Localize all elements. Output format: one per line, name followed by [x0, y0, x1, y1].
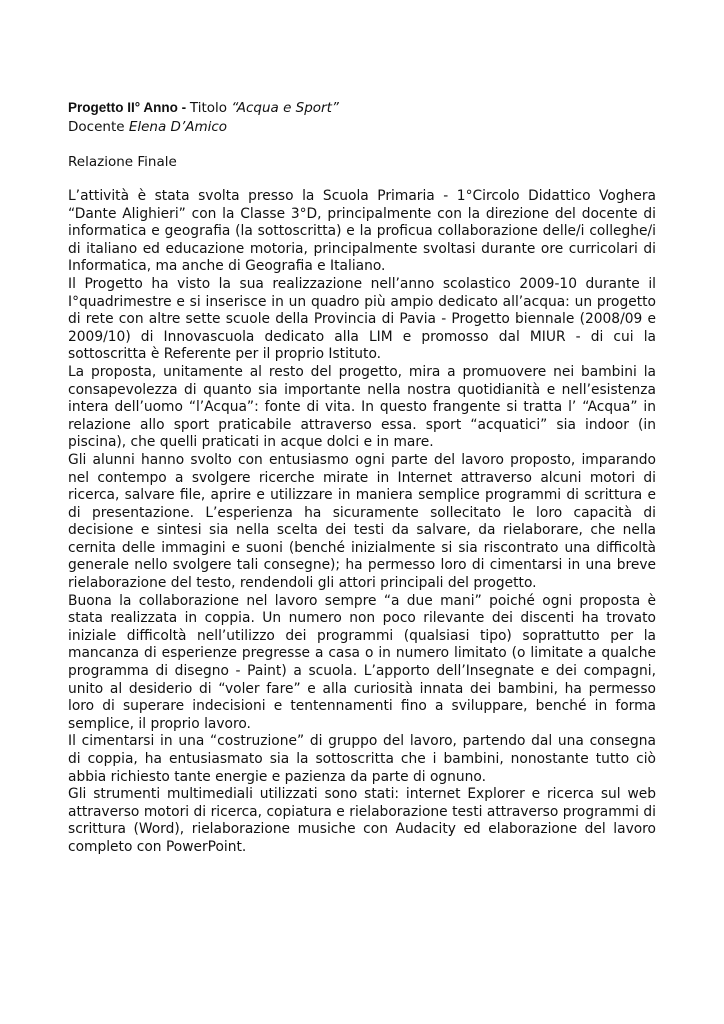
paragraph: Il Progetto ha visto la sua realizzazione nell’anno scolastico 2009-10 durante il I°quadrimestre e si inserisce in un quadro più ampio dedicato all’acqua: un progetto di rete con altre sette scuole della Provincia di Pavia - Progetto biennale (2008/09 e 2009/10) di Innovascuola dedicato alla LIM e promosso dal MIUR - di cui la sottoscritta è Referente per il proprio Istituto. [68, 275, 656, 363]
project-title: “Acqua e Sport” [231, 100, 339, 116]
project-label: Progetto II° Anno - [68, 100, 190, 115]
title-label: Titolo [189, 100, 232, 116]
document-page [68, 98, 656, 857]
paragraph: La proposta, unitamente al resto del progetto, mira a promuovere nei bambini la consapevolezza di quanto sia importante nella nostra quotidianità e nell’esistenza intera dell’uomo “l’Acqua”: fonte di vita. In questo frangente si tratta l’ “Acqua” in relazione allo sport praticabile attraverso essa. sport “acquatici” sia indoor (in piscina), che quelli praticati in acque dolci e in mare. [68, 363, 656, 451]
paragraph: L’attività è stata svolta presso la Scuola Primaria - 1°Circolo Didattico Voghera “Dante Alighieri” con la Classe 3°D, principalmente con la direzione del docente di informatica e geografia (la sottoscritta) e la proficua collaborazione delle/i colleghe/i di italiano ed educazione motoria, principalmente svoltasi durante ore curricolari di Informatica, ma anche di Geografia e Italiano. [68, 188, 656, 275]
teacher-label: Docente [68, 119, 129, 135]
project-title-line [68, 98, 656, 118]
section-title: Relazione Finale [68, 154, 177, 170]
paragraph: Buona la collaborazione nel lavoro sempre “a due mani” poiché ogni proposta è stata realizzata in coppia. Un numero non poco rilevante dei discenti ha trovato iniziale difficoltà nell’utilizzo dei programmi (qualsiasi tipo) soprattutto per la mancanza di esperienze pregresse a casa o in numero limitato (o limitate a qualche programma di disegno - Paint) a scuola. L’apporto dell’Insegnate e dei compagni, unito al desiderio di “voler fare” e alla curiosità innata dei bambini, ha permesso loro di superare indecisioni e tentennamenti fino a sviluppare, benché in forma semplice, il proprio lavoro. [68, 592, 656, 732]
paragraph: Gli alunni hanno svolto con entusiasmo ogni parte del lavoro proposto, imparando nel contempo a svolgere ricerche mirate in Internet attraverso alcuni motori di ricerca, salvare file, aprire e utilizzare in maniera semplice programmi di scrittura e di presentazione. L’esperienza ha sicuramente sollecitato le loro capacità di decisione e sintesi sia nella scelta dei testi da salvare, da rielaborare, che nella cernita delle immagini e suoni (benché inizialmente si sia riscontrato una difficoltà generale nello svolgere tali consegne); ha permesso loro di cimentarsi in una breve rielaborazione del testo, rendendoli gli attori principali del progetto. [68, 451, 656, 592]
report-body [68, 188, 656, 857]
teacher-name: Elena D’Amico [128, 119, 228, 135]
teacher-line [68, 118, 656, 137]
paragraph: Il cimentarsi in una “costruzione” di gruppo del lavoro, partendo dal una consegna di coppia, ha entusiasmato sia la sottoscritta che i bambini, nonostante tutto ciò abbia richiesto tante energie e pazienza da parte di ognuno. [68, 733, 656, 785]
paragraph: Gli strumenti multimediali utilizzati sono stati: internet Explorer e ricerca sul web attraverso motori di ricerca, copiatura e rielaborazione testi attraverso programmi di scrittura (Word), rielaborazione musiche con Audacity ed elaborazione del lavoro completo con PowerPoint. [68, 786, 656, 855]
